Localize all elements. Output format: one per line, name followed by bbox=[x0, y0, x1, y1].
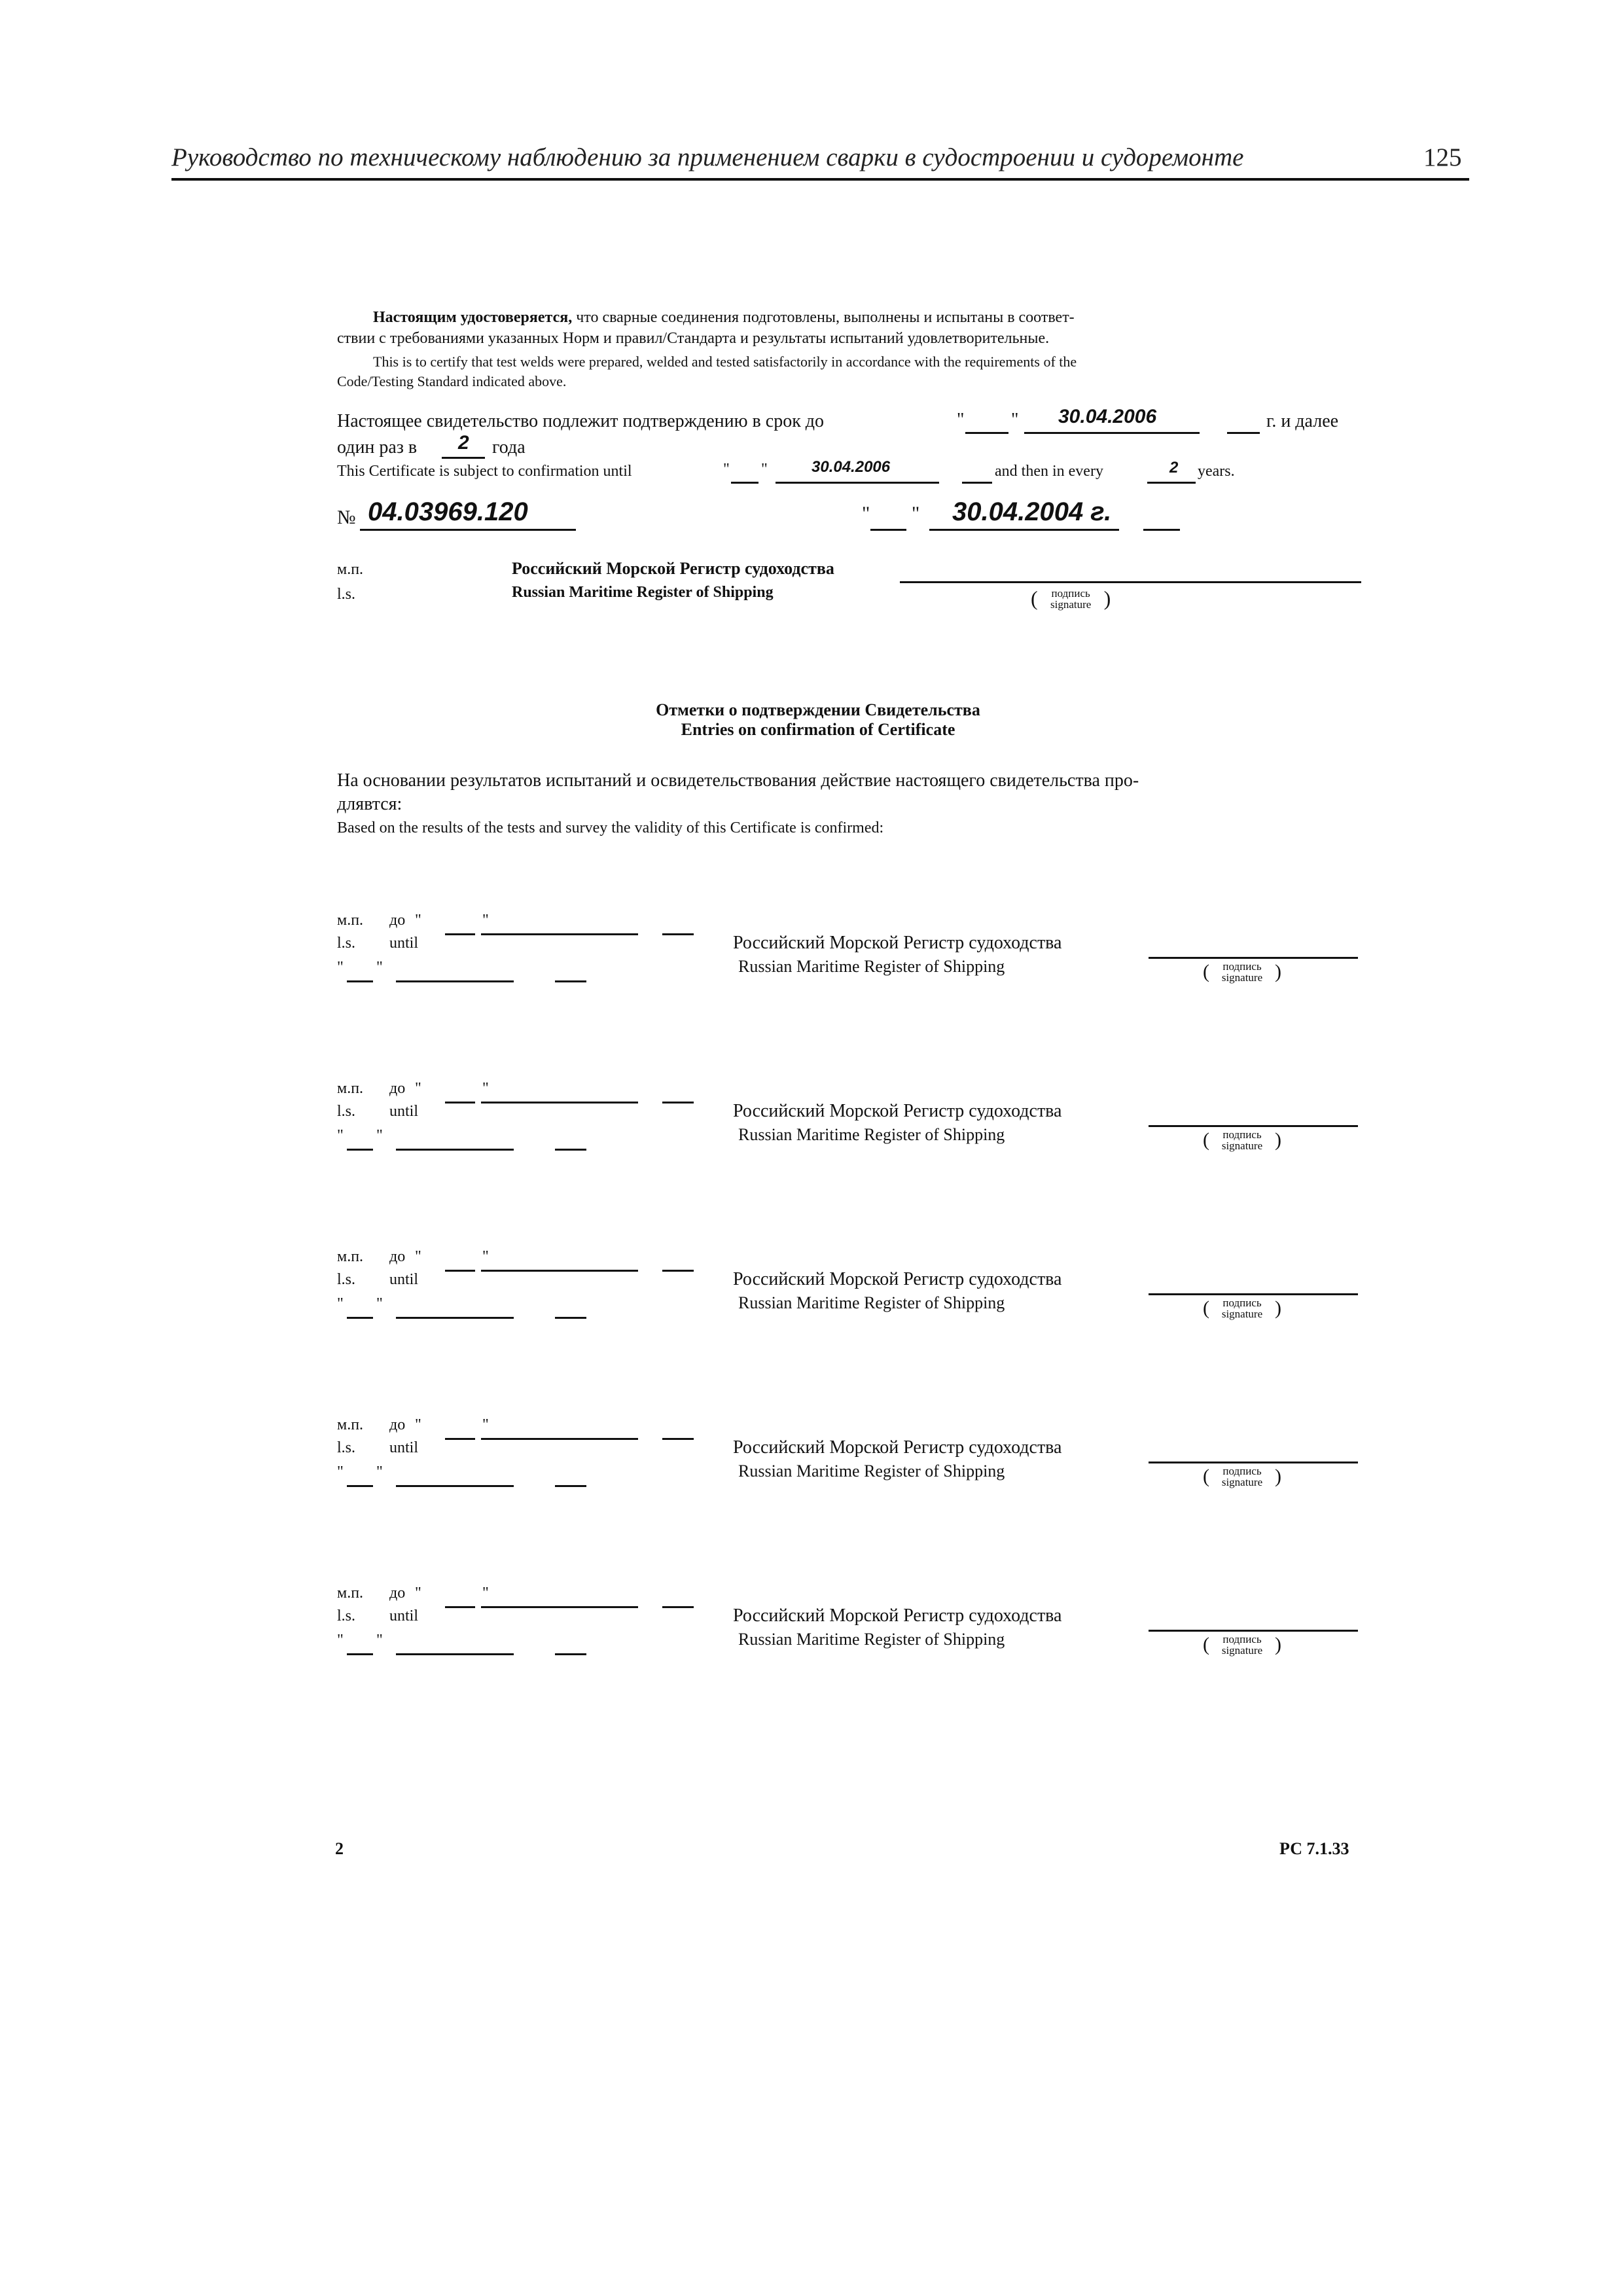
entry-signature-line bbox=[1149, 1630, 1358, 1632]
entry-q1: " bbox=[415, 1585, 421, 1602]
certify-en-line-1: This is to certify that test welds were prepared, welded and tested satisfactorily in accordance with the requirements of the bbox=[373, 353, 1077, 370]
certify-ru-lead: Настоящим удостоверяется, bbox=[373, 309, 573, 326]
entry-do: до bbox=[389, 1248, 406, 1265]
paren-close: ) bbox=[1103, 586, 1111, 610]
entry-signature-line bbox=[1149, 957, 1358, 959]
entry-signature-line bbox=[1149, 1125, 1358, 1127]
entry-do: до bbox=[389, 1585, 406, 1602]
certificate-number: 04.03969.120 bbox=[368, 497, 528, 526]
confirm-en-quote-open: " bbox=[723, 461, 730, 478]
entry-q3: " bbox=[337, 1463, 344, 1480]
entry-signature-line bbox=[1149, 1293, 1358, 1295]
entry-signature-caption bbox=[1203, 1465, 1281, 1488]
certify-ru-line-1 bbox=[373, 309, 1075, 327]
entry-q1: " bbox=[415, 1248, 421, 1265]
entry-do: до bbox=[389, 912, 406, 929]
stamp-signature-caption bbox=[1031, 586, 1111, 611]
entry-year-line bbox=[662, 1606, 694, 1608]
entry-q1: " bbox=[415, 1416, 421, 1433]
entry-mp: м.п. bbox=[337, 912, 364, 929]
entry-year2-line bbox=[555, 1317, 586, 1319]
paren-close: ) bbox=[1275, 1129, 1281, 1151]
entry-q4: " bbox=[376, 1632, 383, 1649]
confirm-date-line bbox=[1024, 432, 1200, 434]
stamp-org-en: Russian Maritime Register of Shipping bbox=[512, 584, 774, 601]
sig-en: signature bbox=[1221, 1139, 1263, 1152]
sig-ru: подпись bbox=[1051, 586, 1090, 600]
entry-day-line bbox=[445, 1102, 475, 1103]
confirm-ru-line2-a: один раз в bbox=[337, 437, 418, 457]
entries-basis-ru-2: длявтся: bbox=[337, 794, 402, 814]
stamp-ls: l.s. bbox=[337, 586, 356, 603]
entry-month-line bbox=[481, 1270, 638, 1272]
entry-q4: " bbox=[376, 959, 383, 976]
entry-mp: м.п. bbox=[337, 1248, 364, 1265]
confirm-en-day-line bbox=[731, 482, 758, 484]
entry-day-line bbox=[445, 933, 475, 935]
entry-org-en: Russian Maritime Register of Shipping bbox=[738, 1125, 1005, 1144]
confirm-ru-text: Настоящее свидетельство подлежит подтверждению в срок до bbox=[337, 411, 825, 431]
confirm-en-tail-a: and then in every bbox=[995, 463, 1103, 480]
paren-open: ( bbox=[1031, 586, 1038, 610]
header-rule bbox=[171, 178, 1469, 181]
entry-day2-line bbox=[347, 1653, 373, 1655]
running-header-title: Руководство по техническому наблюдению за применением сварки в судостроении и судоремонте bbox=[171, 143, 1244, 171]
entry-year-line bbox=[662, 1438, 694, 1440]
entry-day-line bbox=[445, 1270, 475, 1272]
entry-org-ru: Российский Морской Регистр судоходства bbox=[733, 1269, 1062, 1289]
entry-until: until bbox=[389, 1439, 419, 1456]
paren-open: ( bbox=[1203, 1465, 1209, 1487]
entry-mp: м.п. bbox=[337, 1585, 364, 1602]
entry-signature-caption bbox=[1203, 1297, 1281, 1319]
entry-day-line bbox=[445, 1606, 475, 1608]
entry-year2-line bbox=[555, 1149, 586, 1151]
entry-signature-caption bbox=[1203, 1634, 1281, 1656]
paren-close: ) bbox=[1275, 1297, 1281, 1319]
sig-en: signature bbox=[1221, 971, 1263, 984]
entry-mp: м.п. bbox=[337, 1416, 364, 1433]
certify-en-line-2: Code/Testing Standard indicated above. bbox=[337, 373, 567, 389]
entry-month-line bbox=[481, 1438, 638, 1440]
paren-close: ) bbox=[1275, 961, 1281, 982]
confirm-en-text: This Certificate is subject to confirmation until bbox=[337, 463, 632, 480]
entry-month2-line bbox=[396, 1149, 514, 1151]
issue-year-line bbox=[1143, 529, 1180, 531]
entry-year-line bbox=[662, 1102, 694, 1103]
entry-ls: l.s. bbox=[337, 1607, 356, 1624]
entry-month2-line bbox=[396, 1485, 514, 1487]
entry-year2-line bbox=[555, 980, 586, 982]
entry-until: until bbox=[389, 1271, 419, 1288]
sig-en: signature bbox=[1221, 1644, 1263, 1657]
entry-month2-line bbox=[396, 1653, 514, 1655]
confirm-years-line bbox=[442, 457, 485, 459]
entry-mp: м.п. bbox=[337, 1080, 364, 1097]
entry-q1: " bbox=[415, 1080, 421, 1097]
certificate-number-line bbox=[360, 529, 576, 531]
entry-q3: " bbox=[337, 1127, 344, 1144]
sig-en: signature bbox=[1050, 598, 1092, 611]
stamp-signature-line bbox=[900, 581, 1361, 583]
entry-day2-line bbox=[347, 980, 373, 982]
confirm-en-years-value: 2 bbox=[1169, 459, 1179, 476]
entry-ls: l.s. bbox=[337, 1271, 356, 1288]
issue-date-line bbox=[929, 529, 1119, 531]
stamp-org-ru: Российский Морской Регистр судоходства bbox=[512, 559, 834, 578]
issue-date: 30.04.2004 г. bbox=[952, 497, 1112, 526]
stamp-mp: м.п. bbox=[337, 561, 364, 578]
entries-basis-ru-1: На основании результатов испытаний и освидетельствования действие настоящего свидетельства про- bbox=[337, 770, 1139, 791]
entry-q2: " bbox=[482, 1080, 489, 1097]
running-header-page-number: 125 bbox=[1423, 143, 1462, 171]
entry-org-en: Russian Maritime Register of Shipping bbox=[738, 1462, 1005, 1480]
entry-ls: l.s. bbox=[337, 935, 356, 952]
entry-q3: " bbox=[337, 1295, 344, 1312]
sig-ru: подпись bbox=[1222, 960, 1262, 973]
entry-signature-caption bbox=[1203, 961, 1281, 983]
entry-day2-line bbox=[347, 1149, 373, 1151]
confirm-en-years-line bbox=[1147, 482, 1196, 484]
paren-open: ( bbox=[1203, 961, 1209, 982]
confirm-quote-open: " bbox=[957, 410, 965, 430]
number-sign: № bbox=[337, 507, 356, 528]
entries-title-ru: Отметки о подтверждении Свидетельства bbox=[656, 700, 980, 719]
sig-en: signature bbox=[1221, 1308, 1263, 1320]
entry-q3: " bbox=[337, 959, 344, 976]
entry-signature-line bbox=[1149, 1462, 1358, 1463]
confirm-en-date-line bbox=[776, 482, 939, 484]
entry-q1: " bbox=[415, 912, 421, 929]
paren-open: ( bbox=[1203, 1297, 1209, 1319]
entry-month2-line bbox=[396, 1317, 514, 1319]
confirm-en-tail-b: years. bbox=[1198, 463, 1235, 480]
issue-quote-close: " bbox=[912, 503, 920, 524]
confirm-en-year-line bbox=[962, 482, 992, 484]
paren-close: ) bbox=[1275, 1634, 1281, 1655]
entry-q4: " bbox=[376, 1463, 383, 1480]
sig-en: signature bbox=[1221, 1476, 1263, 1488]
entry-q3: " bbox=[337, 1632, 344, 1649]
entry-q2: " bbox=[482, 912, 489, 929]
entry-month-line bbox=[481, 1606, 638, 1608]
entry-q2: " bbox=[482, 1585, 489, 1602]
entry-year-line bbox=[662, 1270, 694, 1272]
paren-open: ( bbox=[1203, 1129, 1209, 1151]
confirm-years-value: 2 bbox=[458, 432, 469, 454]
entry-q2: " bbox=[482, 1416, 489, 1433]
entry-until: until bbox=[389, 1103, 419, 1120]
confirm-year-line bbox=[1227, 432, 1260, 434]
confirm-quote-close: " bbox=[1011, 410, 1019, 430]
entry-org-ru: Российский Морской Регистр судоходства bbox=[733, 1437, 1062, 1458]
paren-open: ( bbox=[1203, 1634, 1209, 1655]
certify-ru-line-2: ствии с требованиями указанных Норм и правил/Стандарта и результаты испытаний удовлетворительные. bbox=[337, 330, 1050, 347]
entry-year2-line bbox=[555, 1485, 586, 1487]
entry-q4: " bbox=[376, 1295, 383, 1312]
entry-month2-line bbox=[396, 980, 514, 982]
confirm-date-value: 30.04.2006 bbox=[1058, 406, 1157, 427]
confirm-en-date-value: 30.04.2006 bbox=[812, 458, 891, 476]
entry-org-ru: Российский Морской Регистр судоходства bbox=[733, 1101, 1062, 1121]
entry-month-line bbox=[481, 933, 638, 935]
sig-ru: подпись bbox=[1222, 1128, 1262, 1141]
sig-ru: подпись bbox=[1222, 1465, 1262, 1477]
entry-org-en: Russian Maritime Register of Shipping bbox=[738, 1293, 1005, 1312]
entry-until: until bbox=[389, 1607, 419, 1624]
issue-quote-open: " bbox=[862, 503, 870, 524]
confirm-day-line bbox=[965, 432, 1008, 434]
entry-org-ru: Российский Морской Регистр судоходства bbox=[733, 1605, 1062, 1626]
footer-page-number: 2 bbox=[335, 1839, 344, 1858]
entry-day-line bbox=[445, 1438, 475, 1440]
entry-org-en: Russian Maritime Register of Shipping bbox=[738, 957, 1005, 976]
entry-day2-line bbox=[347, 1317, 373, 1319]
entries-basis-en: Based on the results of the tests and survey the validity of this Certificate is confirmed: bbox=[337, 819, 884, 836]
entry-day2-line bbox=[347, 1485, 373, 1487]
footer-document-code: РС 7.1.33 bbox=[1279, 1839, 1349, 1858]
confirm-en-quote-close: " bbox=[761, 461, 768, 478]
entry-month-line bbox=[481, 1102, 638, 1103]
certify-ru-rest: что сварные соединения подготовлены, выполнены и испытаны в соответ- bbox=[576, 309, 1075, 326]
entry-q2: " bbox=[482, 1248, 489, 1265]
entry-org-en: Russian Maritime Register of Shipping bbox=[738, 1630, 1005, 1649]
entry-ls: l.s. bbox=[337, 1439, 356, 1456]
entry-until: until bbox=[389, 935, 419, 952]
entry-do: до bbox=[389, 1080, 406, 1097]
entry-year2-line bbox=[555, 1653, 586, 1655]
sig-ru: подпись bbox=[1222, 1633, 1262, 1645]
entries-title-en: Entries on confirmation of Certificate bbox=[681, 720, 955, 739]
entry-do: до bbox=[389, 1416, 406, 1433]
issue-day-line bbox=[870, 529, 906, 531]
entry-org-ru: Российский Морской Регистр судоходства bbox=[733, 933, 1062, 953]
confirm-ru-line2-b: года bbox=[492, 437, 526, 457]
entry-signature-caption bbox=[1203, 1129, 1281, 1151]
entry-year-line bbox=[662, 933, 694, 935]
entry-q4: " bbox=[376, 1127, 383, 1144]
sig-ru: подпись bbox=[1222, 1297, 1262, 1309]
confirm-ru-year-tail: г. и далее bbox=[1266, 411, 1339, 431]
paren-close: ) bbox=[1275, 1465, 1281, 1487]
entry-ls: l.s. bbox=[337, 1103, 356, 1120]
